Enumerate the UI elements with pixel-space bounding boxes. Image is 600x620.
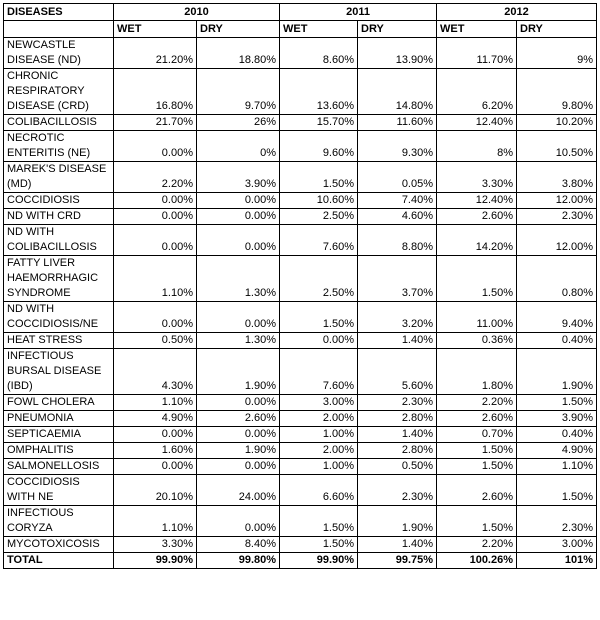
value-cell: 0.00% — [114, 131, 197, 162]
disease-name: HEAT STRESS — [4, 333, 114, 349]
table-row — [4, 302, 597, 333]
table-row — [4, 38, 597, 69]
value-cell: 7.60% — [280, 225, 358, 256]
table-row — [4, 427, 597, 443]
value-cell: 8.80% — [358, 225, 437, 256]
value-cell: 0.00% — [197, 225, 280, 256]
total-value-cell: 99.90% — [114, 553, 197, 569]
value-cell: 1.50% — [280, 302, 358, 333]
value-cell: 1.30% — [197, 333, 280, 349]
value-cell: 0.00% — [197, 193, 280, 209]
table-row — [4, 443, 597, 459]
value-cell: 2.20% — [437, 537, 517, 553]
value-cell: 0.50% — [114, 333, 197, 349]
value-cell: 2.30% — [517, 209, 597, 225]
season-header-2011-wet: WET — [280, 21, 358, 38]
value-cell: 0.00% — [197, 459, 280, 475]
disease-name: COCCIDIOSIS WITH NE — [4, 475, 114, 506]
table-row — [4, 349, 597, 395]
value-cell: 1.90% — [517, 349, 597, 395]
value-cell: 3.90% — [197, 162, 280, 193]
value-cell: 0.00% — [114, 225, 197, 256]
value-cell: 1.40% — [358, 427, 437, 443]
value-cell: 0.05% — [358, 162, 437, 193]
season-header-2012-dry: DRY — [517, 21, 597, 38]
value-cell: 3.30% — [437, 162, 517, 193]
disease-name: INFECTIOUS CORYZA — [4, 506, 114, 537]
disease-table — [3, 3, 597, 569]
value-cell: 9% — [517, 38, 597, 69]
value-cell: 14.80% — [358, 69, 437, 115]
table-row — [4, 333, 597, 349]
value-cell: 0.00% — [197, 395, 280, 411]
value-cell: 2.00% — [280, 443, 358, 459]
disease-name: NECROTIC ENTERITIS (NE) — [4, 131, 114, 162]
value-cell: 4.30% — [114, 349, 197, 395]
value-cell: 9.70% — [197, 69, 280, 115]
value-cell: 2.50% — [280, 209, 358, 225]
value-cell: 1.00% — [280, 459, 358, 475]
table-row — [4, 475, 597, 506]
disease-name: OMPHALITIS — [4, 443, 114, 459]
disease-name: MYCOTOXICOSIS — [4, 537, 114, 553]
table-row — [4, 537, 597, 553]
table-row — [4, 131, 597, 162]
value-cell: 2.60% — [437, 209, 517, 225]
value-cell: 1.10% — [114, 506, 197, 537]
value-cell: 0.70% — [437, 427, 517, 443]
value-cell: 0.00% — [114, 302, 197, 333]
disease-name: CHRONIC RESPIRATORY DISEASE (CRD) — [4, 69, 114, 115]
total-value-cell: 99.80% — [197, 553, 280, 569]
value-cell: 3.70% — [358, 256, 437, 302]
value-cell: 16.80% — [114, 69, 197, 115]
disease-name: COLIBACILLOSIS — [4, 115, 114, 131]
disease-name: NEWCASTLE DISEASE (ND) — [4, 38, 114, 69]
value-cell: 0.00% — [114, 209, 197, 225]
disease-name: MAREK'S DISEASE (MD) — [4, 162, 114, 193]
value-cell: 8.60% — [280, 38, 358, 69]
total-value-cell: 101% — [517, 553, 597, 569]
value-cell: 0.40% — [517, 427, 597, 443]
table-row — [4, 411, 597, 427]
value-cell: 0% — [197, 131, 280, 162]
value-cell: 1.50% — [437, 459, 517, 475]
disease-name: FATTY LIVER HAEMORRHAGIC SYNDROME — [4, 256, 114, 302]
value-cell: 15.70% — [280, 115, 358, 131]
total-value-cell: 100.26% — [437, 553, 517, 569]
year-header-2010: 2010 — [114, 4, 280, 21]
table-row — [4, 69, 597, 115]
table-row — [4, 209, 597, 225]
value-cell: 7.40% — [358, 193, 437, 209]
value-cell: 12.00% — [517, 225, 597, 256]
value-cell: 2.20% — [114, 162, 197, 193]
value-cell: 0.00% — [114, 193, 197, 209]
value-cell: 4.90% — [114, 411, 197, 427]
season-header-2012-wet: WET — [437, 21, 517, 38]
header-row-seasons — [4, 21, 597, 38]
value-cell: 20.10% — [114, 475, 197, 506]
value-cell: 1.50% — [517, 395, 597, 411]
value-cell: 2.60% — [437, 411, 517, 427]
value-cell: 4.60% — [358, 209, 437, 225]
value-cell: 8% — [437, 131, 517, 162]
table-row — [4, 225, 597, 256]
disease-name: INFECTIOUS BURSAL DISEASE (IBD) — [4, 349, 114, 395]
value-cell: 18.80% — [197, 38, 280, 69]
value-cell: 2.20% — [437, 395, 517, 411]
season-header-2010-dry: DRY — [197, 21, 280, 38]
value-cell: 11.00% — [437, 302, 517, 333]
value-cell: 2.30% — [358, 475, 437, 506]
value-cell: 10.60% — [280, 193, 358, 209]
value-cell: 9.80% — [517, 69, 597, 115]
value-cell: 0.00% — [197, 506, 280, 537]
value-cell: 3.00% — [280, 395, 358, 411]
diseases-header-blank — [4, 21, 114, 38]
table-row — [4, 162, 597, 193]
value-cell: 0.00% — [280, 333, 358, 349]
value-cell: 6.20% — [437, 69, 517, 115]
value-cell: 13.90% — [358, 38, 437, 69]
value-cell: 3.00% — [517, 537, 597, 553]
header-row-years — [4, 4, 597, 21]
value-cell: 3.30% — [114, 537, 197, 553]
year-header-2012: 2012 — [437, 4, 597, 21]
disease-table-container — [3, 3, 597, 569]
table-row — [4, 506, 597, 537]
value-cell: 2.00% — [280, 411, 358, 427]
value-cell: 3.90% — [517, 411, 597, 427]
total-value-cell: 99.75% — [358, 553, 437, 569]
season-header-2010-wet: WET — [114, 21, 197, 38]
value-cell: 1.40% — [358, 537, 437, 553]
value-cell: 14.20% — [437, 225, 517, 256]
value-cell: 0.36% — [437, 333, 517, 349]
disease-name: SALMONELLOSIS — [4, 459, 114, 475]
disease-name: ND WITH COCCIDIOSIS/NE — [4, 302, 114, 333]
value-cell: 0.00% — [114, 459, 197, 475]
value-cell: 5.60% — [358, 349, 437, 395]
value-cell: 2.80% — [358, 443, 437, 459]
value-cell: 0.00% — [197, 302, 280, 333]
season-header-2011-dry: DRY — [358, 21, 437, 38]
value-cell: 1.50% — [280, 506, 358, 537]
value-cell: 1.10% — [517, 459, 597, 475]
value-cell: 1.90% — [197, 443, 280, 459]
value-cell: 13.60% — [280, 69, 358, 115]
value-cell: 1.50% — [280, 537, 358, 553]
value-cell: 8.40% — [197, 537, 280, 553]
table-row — [4, 115, 597, 131]
diseases-header: DISEASES — [4, 4, 114, 21]
value-cell: 1.00% — [280, 427, 358, 443]
value-cell: 1.10% — [114, 395, 197, 411]
value-cell: 12.40% — [437, 193, 517, 209]
value-cell: 11.70% — [437, 38, 517, 69]
value-cell: 21.70% — [114, 115, 197, 131]
value-cell: 1.40% — [358, 333, 437, 349]
value-cell: 1.90% — [358, 506, 437, 537]
value-cell: 1.80% — [437, 349, 517, 395]
total-value-cell: 99.90% — [280, 553, 358, 569]
value-cell: 0.00% — [197, 427, 280, 443]
value-cell: 0.00% — [114, 427, 197, 443]
value-cell: 2.50% — [280, 256, 358, 302]
total-row — [4, 553, 597, 569]
value-cell: 1.90% — [197, 349, 280, 395]
disease-name: ND WITH COLIBACILLOSIS — [4, 225, 114, 256]
disease-name: FOWL CHOLERA — [4, 395, 114, 411]
value-cell: 21.20% — [114, 38, 197, 69]
value-cell: 9.30% — [358, 131, 437, 162]
value-cell: 24.00% — [197, 475, 280, 506]
disease-name: COCCIDIOSIS — [4, 193, 114, 209]
value-cell: 1.50% — [437, 256, 517, 302]
table-row — [4, 193, 597, 209]
value-cell: 3.80% — [517, 162, 597, 193]
value-cell: 2.30% — [517, 506, 597, 537]
value-cell: 1.50% — [280, 162, 358, 193]
value-cell: 10.50% — [517, 131, 597, 162]
table-row — [4, 395, 597, 411]
value-cell: 7.60% — [280, 349, 358, 395]
value-cell: 4.90% — [517, 443, 597, 459]
value-cell: 3.20% — [358, 302, 437, 333]
table-row — [4, 459, 597, 475]
value-cell: 10.20% — [517, 115, 597, 131]
value-cell: 12.40% — [437, 115, 517, 131]
value-cell: 1.10% — [114, 256, 197, 302]
value-cell: 2.80% — [358, 411, 437, 427]
value-cell: 2.60% — [197, 411, 280, 427]
value-cell: 26% — [197, 115, 280, 131]
value-cell: 11.60% — [358, 115, 437, 131]
value-cell: 6.60% — [280, 475, 358, 506]
value-cell: 1.60% — [114, 443, 197, 459]
value-cell: 12.00% — [517, 193, 597, 209]
value-cell: 0.50% — [358, 459, 437, 475]
value-cell: 1.50% — [437, 443, 517, 459]
value-cell: 1.50% — [437, 506, 517, 537]
value-cell: 2.30% — [358, 395, 437, 411]
table-row — [4, 256, 597, 302]
value-cell: 0.40% — [517, 333, 597, 349]
value-cell: 2.60% — [437, 475, 517, 506]
value-cell: 1.30% — [197, 256, 280, 302]
disease-name: SEPTICAEMIA — [4, 427, 114, 443]
value-cell: 0.80% — [517, 256, 597, 302]
value-cell: 9.60% — [280, 131, 358, 162]
value-cell: 1.50% — [517, 475, 597, 506]
value-cell: 9.40% — [517, 302, 597, 333]
disease-name: ND WITH CRD — [4, 209, 114, 225]
total-label: TOTAL — [4, 553, 114, 569]
value-cell: 0.00% — [197, 209, 280, 225]
table-body — [4, 38, 597, 569]
year-header-2011: 2011 — [280, 4, 437, 21]
disease-name: PNEUMONIA — [4, 411, 114, 427]
